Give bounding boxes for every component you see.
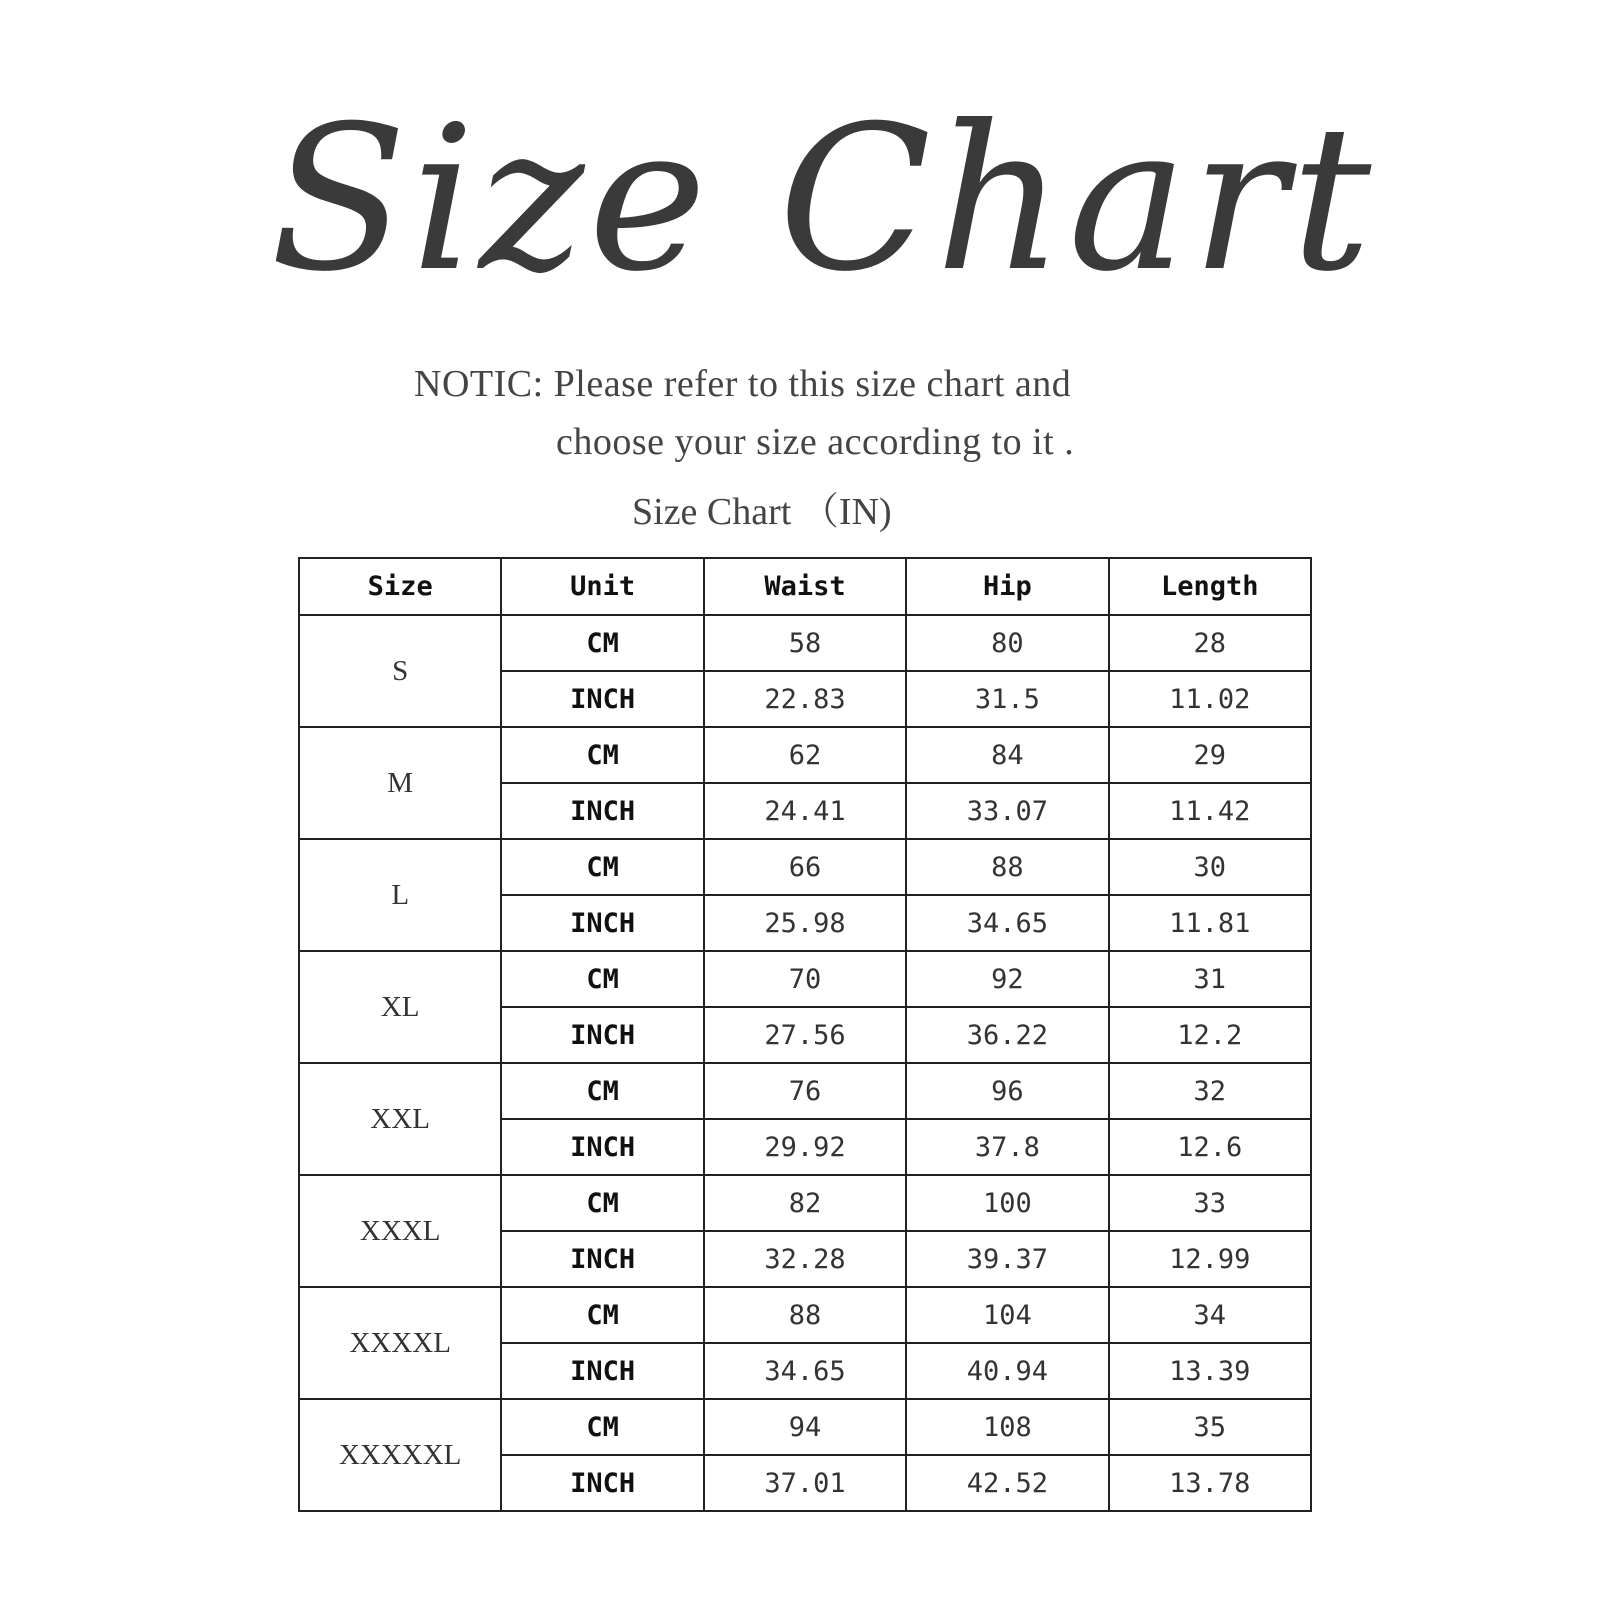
length-cell: 30 (1109, 839, 1311, 895)
hip-cell: 108 (906, 1399, 1108, 1455)
hip-cell: 88 (906, 839, 1108, 895)
length-cell: 34 (1109, 1287, 1311, 1343)
hip-cell: 104 (906, 1287, 1108, 1343)
length-cell: 12.6 (1109, 1119, 1311, 1175)
waist-cell: 88 (704, 1287, 906, 1343)
table-row (299, 1399, 1311, 1455)
waist-cell: 94 (704, 1399, 906, 1455)
header-unit: Unit (501, 558, 703, 615)
table-row (299, 1287, 1311, 1343)
length-cell: 12.2 (1109, 1007, 1311, 1063)
hip-cell: 37.8 (906, 1119, 1108, 1175)
waist-cell: 58 (704, 615, 906, 671)
length-cell: 28 (1109, 615, 1311, 671)
unit-cell: CM (501, 951, 703, 1007)
notice-line-1: NOTIC: Please refer to this size chart and (414, 363, 1072, 405)
waist-cell: 34.65 (704, 1343, 906, 1399)
table-body (299, 615, 1311, 1511)
table-row (299, 615, 1311, 671)
waist-cell: 37.01 (704, 1455, 906, 1511)
header-waist: Waist (704, 558, 906, 615)
length-cell: 11.42 (1109, 783, 1311, 839)
page-title: Size Chart (270, 83, 1376, 316)
waist-cell: 62 (704, 727, 906, 783)
unit-cell: INCH (501, 783, 703, 839)
unit-cell: CM (501, 1399, 703, 1455)
table-row (299, 1175, 1311, 1231)
size-label: M (299, 727, 501, 839)
size-label: L (299, 839, 501, 951)
hip-cell: 31.5 (906, 671, 1108, 727)
size-label: XXL (299, 1063, 501, 1175)
table-row (299, 839, 1311, 895)
unit-cell: INCH (501, 1231, 703, 1287)
unit-cell: CM (501, 839, 703, 895)
size-label: XL (299, 951, 501, 1063)
header-hip: Hip (906, 558, 1108, 615)
length-cell: 35 (1109, 1399, 1311, 1455)
unit-cell: CM (501, 1287, 703, 1343)
length-cell: 13.39 (1109, 1343, 1311, 1399)
notice-line-2: choose your size according to it . (556, 421, 1075, 463)
waist-cell: 82 (704, 1175, 906, 1231)
hip-cell: 96 (906, 1063, 1108, 1119)
hip-cell: 36.22 (906, 1007, 1108, 1063)
hip-cell: 100 (906, 1175, 1108, 1231)
table-row (299, 951, 1311, 1007)
unit-cell: INCH (501, 1007, 703, 1063)
waist-cell: 25.98 (704, 895, 906, 951)
hip-cell: 40.94 (906, 1343, 1108, 1399)
unit-cell: INCH (501, 1455, 703, 1511)
hip-cell: 39.37 (906, 1231, 1108, 1287)
waist-cell: 76 (704, 1063, 906, 1119)
length-cell: 29 (1109, 727, 1311, 783)
length-cell: 13.78 (1109, 1455, 1311, 1511)
size-label: S (299, 615, 501, 727)
hip-cell: 80 (906, 615, 1108, 671)
length-cell: 33 (1109, 1175, 1311, 1231)
unit-cell: CM (501, 1063, 703, 1119)
length-cell: 11.02 (1109, 671, 1311, 727)
hip-cell: 34.65 (906, 895, 1108, 951)
waist-cell: 29.92 (704, 1119, 906, 1175)
waist-cell: 22.83 (704, 671, 906, 727)
size-label: XXXXXL (299, 1399, 501, 1511)
hip-cell: 42.52 (906, 1455, 1108, 1511)
waist-cell: 24.41 (704, 783, 906, 839)
table-subtitle: Size Chart （IN) (632, 491, 892, 533)
waist-cell: 70 (704, 951, 906, 1007)
size-table (298, 557, 1312, 1512)
unit-cell: INCH (501, 671, 703, 727)
hip-cell: 33.07 (906, 783, 1108, 839)
size-label: XXXL (299, 1175, 501, 1287)
length-cell: 12.99 (1109, 1231, 1311, 1287)
table-row (299, 727, 1311, 783)
unit-cell: INCH (501, 1343, 703, 1399)
length-cell: 11.81 (1109, 895, 1311, 951)
waist-cell: 27.56 (704, 1007, 906, 1063)
waist-cell: 32.28 (704, 1231, 906, 1287)
unit-cell: INCH (501, 895, 703, 951)
size-label: XXXXL (299, 1287, 501, 1399)
waist-cell: 66 (704, 839, 906, 895)
hip-cell: 92 (906, 951, 1108, 1007)
table-header-row (299, 558, 1311, 615)
unit-cell: CM (501, 1175, 703, 1231)
unit-cell: INCH (501, 1119, 703, 1175)
unit-cell: CM (501, 615, 703, 671)
length-cell: 32 (1109, 1063, 1311, 1119)
unit-cell: CM (501, 727, 703, 783)
length-cell: 31 (1109, 951, 1311, 1007)
header-size: Size (299, 558, 501, 615)
table-row (299, 1063, 1311, 1119)
hip-cell: 84 (906, 727, 1108, 783)
header-length: Length (1109, 558, 1311, 615)
